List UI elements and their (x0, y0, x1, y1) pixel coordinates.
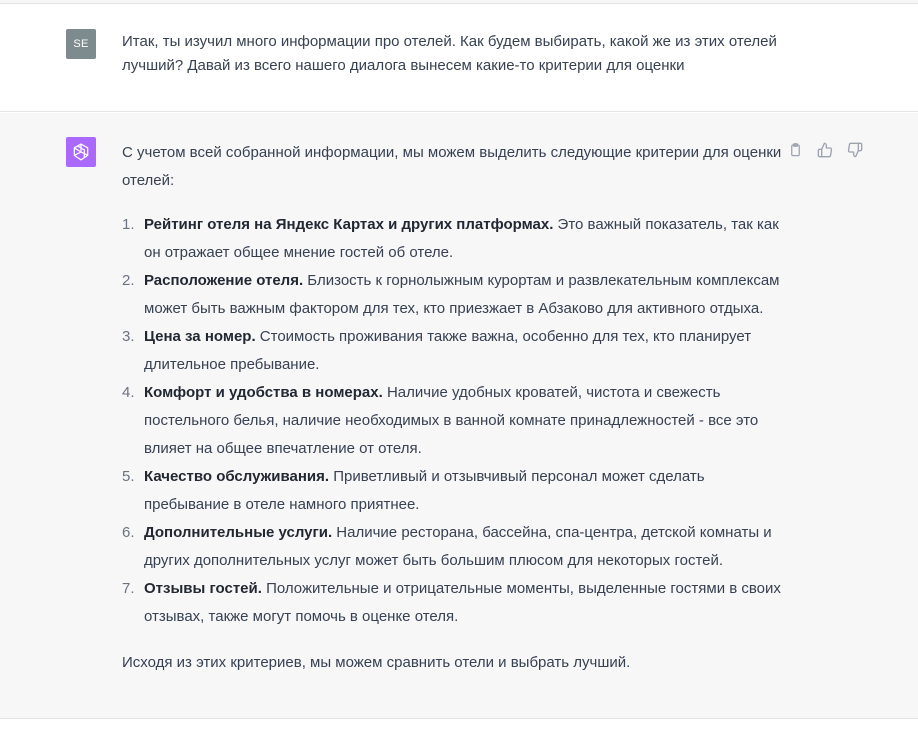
criteria-number: 5. (122, 468, 135, 485)
criteria-item (122, 211, 782, 267)
openai-logo-icon (66, 137, 96, 167)
criteria-title: Рейтинг отеля на Яндекс Картах и других платформах. (144, 216, 554, 233)
criteria-item (122, 463, 782, 519)
criteria-item (122, 267, 782, 323)
bottom-area (0, 720, 918, 749)
criteria-number: 2. (122, 272, 135, 289)
clipboard-icon[interactable] (786, 141, 804, 159)
criteria-text: Положительные и отрицательные моменты, выделенные гостями в своих отзывах, также могут помочь в оценке отеля. (144, 580, 781, 625)
criteria-item (122, 519, 782, 575)
thumbs-up-icon[interactable] (816, 141, 834, 159)
criteria-title: Расположение отеля. (144, 272, 304, 289)
assistant-conclusion: Исходя из этих критериев, мы можем сравнить отели и выбрать лучший. (122, 654, 631, 671)
criteria-item (122, 575, 782, 631)
criteria-title: Отзывы гостей. (144, 580, 262, 597)
assistant-message-content (122, 139, 782, 677)
criteria-item (122, 323, 782, 379)
criteria-number: 7. (122, 580, 135, 597)
criteria-title: Дополнительные услуги. (144, 524, 333, 541)
user-avatar: SE (66, 29, 96, 59)
criteria-number: 3. (122, 328, 135, 345)
criteria-item (122, 379, 782, 463)
criteria-title: Качество обслуживания. (144, 468, 330, 485)
user-message-text: Итак, ты изучил много информации про отелей. Как будем выбирать, какой же из этих отелей лучший? Давай из всего нашего диалога вынесем какие-то критерии для оценки (122, 33, 777, 74)
thumbs-down-icon[interactable] (846, 141, 864, 159)
criteria-text: Стоимость проживания также важна, особенно для тех, кто планирует длительное пребывание. (144, 328, 752, 373)
user-message (0, 4, 918, 112)
criteria-text: Близость к горнолыжным курортам и развлекательным комплексам может быть важным фактором для тех, кто приезжает в Абзаково для активного отдыха. (144, 272, 780, 317)
criteria-text: Наличие удобных кроватей, чистота и свежесть постельного белья, наличие необходимых в ванной комнате принадлежностей - все это влияет на общее впечатление от отеля. (144, 384, 759, 457)
criteria-text: Это важный показатель, так как он отражает общее мнение гостей об отеле. (144, 216, 779, 261)
criteria-text: Приветливый и отзывчивый персонал может сделать пребывание в отеле намного приятнее. (144, 468, 705, 513)
assistant-intro: С учетом всей собранной информации, мы можем выделить следующие критерии для оценки отелей: (122, 144, 782, 189)
assistant-message (0, 113, 918, 719)
criteria-title: Комфорт и удобства в номерах. (144, 384, 383, 401)
criteria-number: 6. (122, 524, 135, 541)
criteria-number: 1. (122, 216, 135, 233)
message-actions (786, 141, 864, 159)
criteria-number: 4. (122, 384, 135, 401)
criteria-list (122, 211, 782, 631)
criteria-text: Наличие ресторана, бассейна, спа-центра, детской комнаты и других дополнительных услуг может быть большим плюсом для некоторых гостей. (144, 524, 772, 569)
criteria-title: Цена за номер. (144, 328, 256, 345)
